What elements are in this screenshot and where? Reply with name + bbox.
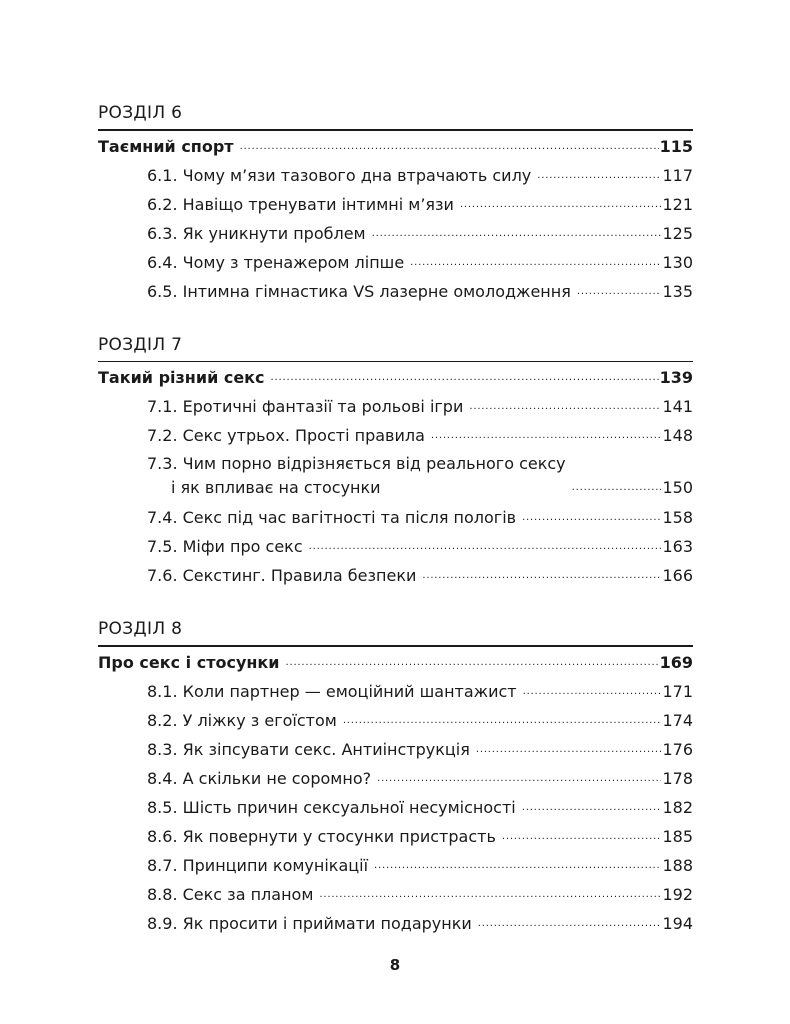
- page-ref: 178: [662, 768, 693, 788]
- page-ref: 182: [662, 797, 693, 817]
- chapter-entry[interactable]: [98, 131, 693, 161]
- chapter-title: Такий різний секс: [98, 368, 265, 387]
- dot-leader: [286, 656, 659, 670]
- toc-entry[interactable]: [98, 561, 693, 590]
- toc-entry[interactable]: [98, 190, 693, 219]
- entry-title: 8.1. Коли партнер — емоційний шантажист: [147, 681, 517, 701]
- dot-leader: [523, 685, 662, 699]
- page-ref: 174: [662, 710, 693, 730]
- page-ref: 185: [662, 826, 693, 846]
- toc-entry[interactable]: [98, 421, 693, 450]
- entry-title: 8.5. Шість причин сексуальної несумісності: [147, 797, 516, 817]
- toc-entry-wrapper: [98, 450, 693, 503]
- page-ref: 158: [662, 508, 693, 527]
- toc-entry[interactable]: [98, 677, 693, 706]
- table-of-contents: [98, 101, 693, 965]
- chapter-title: Про секс і стосунки: [98, 652, 280, 672]
- page-ref: 166: [662, 566, 693, 585]
- toc-entry[interactable]: [98, 706, 693, 735]
- toc-entry[interactable]: [98, 452, 693, 500]
- entry-title-continuation: і як впливає на стосунки: [171, 478, 381, 497]
- dot-leader: [374, 859, 661, 873]
- toc-entry[interactable]: [98, 392, 693, 421]
- toc-entry[interactable]: [98, 851, 693, 880]
- page-ref: 141: [662, 397, 693, 416]
- chapter-entry[interactable]: [98, 647, 693, 677]
- dot-leader: [572, 481, 662, 495]
- entry-title: 8.4. А скільки не соромно?: [147, 768, 372, 788]
- entry-title: 7.5. Міфи про секс: [147, 537, 303, 556]
- dot-leader: [522, 801, 662, 815]
- toc-entry[interactable]: [98, 880, 693, 909]
- section-heading: РОЗДІЛ 7: [98, 334, 183, 355]
- dot-leader: [343, 714, 662, 728]
- dot-leader: [502, 830, 662, 844]
- entry-title: 7.6. Секстинг. Правила безпеки: [147, 566, 417, 585]
- section-8: [98, 617, 693, 938]
- page-ref: 139: [659, 368, 693, 387]
- page-ref: 188: [662, 855, 693, 875]
- entry-title: 8.3. Як зіпсувати секс. Антиінструкція: [147, 739, 470, 759]
- section-6: [98, 101, 693, 306]
- entry-title-block: [147, 452, 566, 500]
- toc-entry[interactable]: [98, 503, 693, 532]
- dot-leader: [460, 198, 662, 212]
- entry-title: 8.8. Секс за планом: [147, 884, 314, 904]
- toc-entry[interactable]: [98, 909, 693, 938]
- page-ref: 148: [662, 426, 693, 445]
- entry-title: 8.2. У ліжку з егоїстом: [147, 710, 337, 730]
- dot-leader: [309, 540, 662, 554]
- page-ref: 150: [662, 478, 693, 497]
- entry-title: 6.5. Інтимна гімнастика VS лазерне омолодження: [147, 281, 571, 301]
- toc-entry[interactable]: [98, 161, 693, 190]
- entry-title: 6.1. Чому м’язи тазового дна втрачають силу: [147, 165, 532, 185]
- dot-leader: [476, 743, 662, 757]
- dot-leader: [577, 285, 662, 299]
- section-heading: РОЗДІЛ 8: [98, 619, 183, 639]
- dot-leader: [469, 400, 661, 414]
- page-ref: 176: [662, 739, 693, 759]
- toc-entry[interactable]: [98, 822, 693, 851]
- page-ref: 117: [662, 165, 693, 185]
- toc-entry[interactable]: [98, 532, 693, 561]
- chapter-entry[interactable]: [98, 362, 693, 392]
- entry-title: 7.3. Чим порно відрізняється від реального сексу: [147, 454, 566, 473]
- page-ref: 169: [659, 652, 693, 672]
- page-ref: 121: [662, 194, 693, 214]
- entry-title: 6.2. Навіщо тренувати інтимні м’язи: [147, 194, 454, 214]
- page-ref: 163: [662, 537, 693, 556]
- entry-title: 7.2. Секс утрьох. Прості правила: [147, 426, 425, 445]
- toc-entry[interactable]: [98, 248, 693, 277]
- dot-leader: [522, 511, 661, 525]
- entry-title: 8.9. Як просити і приймати подарунки: [147, 913, 472, 933]
- entry-title: 6.4. Чому з тренажером ліпше: [147, 252, 405, 272]
- entry-title: 7.1. Еротичні фантазії та рольові ігри: [147, 397, 464, 416]
- dot-leader: [319, 888, 661, 902]
- dot-leader: [422, 569, 661, 583]
- dot-leader: [240, 140, 659, 154]
- entry-title: 8.7. Принципи комунікації: [147, 855, 369, 875]
- dot-leader: [410, 256, 661, 270]
- entry-title: 7.4. Секс під час вагітності та після пологів: [147, 508, 517, 527]
- entry-title: 6.3. Як уникнути проблем: [147, 223, 366, 243]
- page-ref: 192: [662, 884, 693, 904]
- page-ref: 171: [662, 681, 693, 701]
- dot-leader: [372, 227, 662, 241]
- dot-leader: [271, 371, 659, 385]
- toc-entry[interactable]: [98, 219, 693, 248]
- entry-title: 8.6. Як повернути у стосунки пристрасть: [147, 826, 496, 846]
- dot-leader: [377, 772, 661, 786]
- dot-leader: [537, 169, 661, 183]
- page-ref: 135: [662, 281, 693, 301]
- page-number: 8: [389, 956, 401, 974]
- toc-entry[interactable]: [98, 793, 693, 822]
- chapter-title: Таємний спорт: [98, 136, 234, 156]
- toc-entry[interactable]: [98, 735, 693, 764]
- section-7: [98, 333, 693, 591]
- dot-leader: [431, 429, 662, 443]
- page-ref: 125: [662, 223, 693, 243]
- section-heading: РОЗДІЛ 6: [98, 103, 183, 123]
- page-ref: 194: [662, 913, 693, 933]
- toc-entry[interactable]: [98, 277, 693, 306]
- page-ref: 115: [659, 136, 693, 156]
- page-ref: 130: [662, 252, 693, 272]
- toc-entry[interactable]: [98, 764, 693, 793]
- dot-leader: [478, 917, 662, 931]
